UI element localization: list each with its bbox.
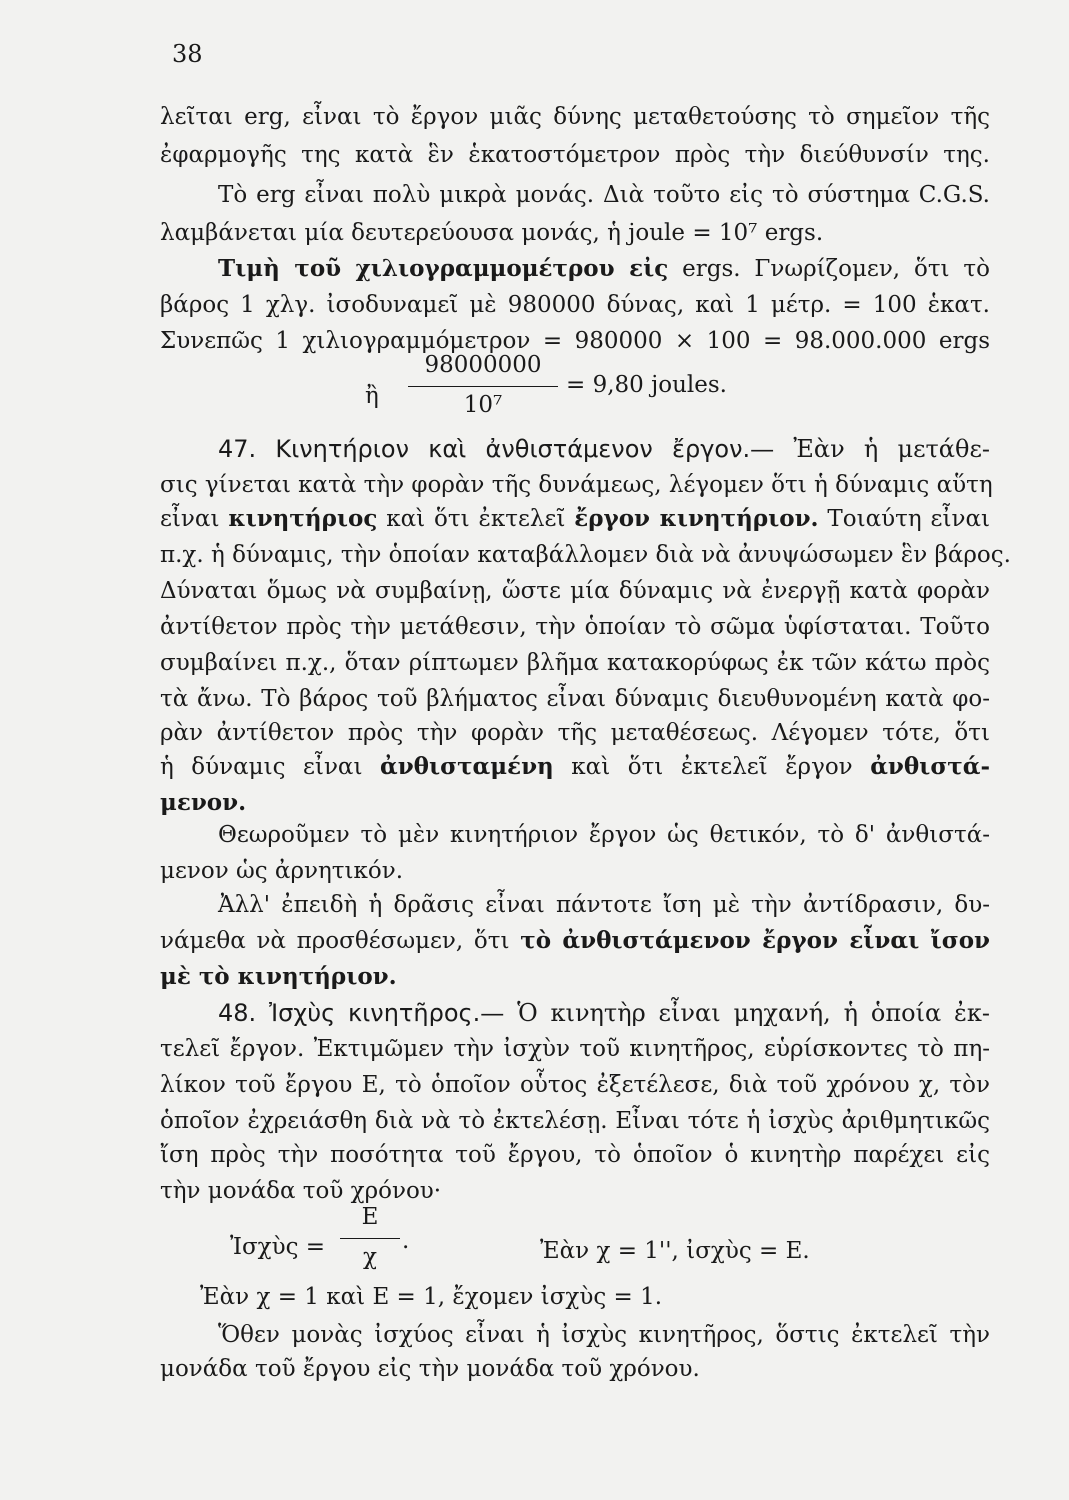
bold-phrase: μὲ τὸ κινητήριον.: [160, 963, 397, 990]
text-line: ἴση πρὸς τὴν ποσότητα τοῦ ἔργου, τὸ ὁποῖον ὁ κινητὴρ παρέχει εἰς: [160, 1142, 990, 1168]
fraction-numerator: Ε: [361, 1204, 379, 1230]
text-span: Τοιαύτη εἶναι: [818, 506, 990, 532]
page-number: 38: [172, 40, 203, 68]
text-span: ἡ δύναμις εἶναι: [160, 754, 380, 780]
section-heading: 48. Ἰσχὺς κινητῆρος.: [218, 999, 481, 1027]
text-line: Τὸ erg εἶναι πολὺ μικρὰ μονάς. Διὰ τοῦτο εἰς τὸ σύστημα C.G.S.: [218, 182, 990, 208]
text-line: Ἀλλ' ἐπειδὴ ἡ δρᾶσις εἶναι πάντοτε ἴση μὲ τὴν ἀντίδρασιν, δυ-: [218, 892, 990, 918]
text-line: τὰ ἄνω. Τὸ βάρος τοῦ βλήματος εἶναι δύναμις διευθυνομένη κατὰ φο-: [160, 686, 990, 712]
text-line: [160, 788, 246, 818]
fraction-bar: [408, 386, 558, 387]
text-line: Θεωροῦμεν τὸ μὲν κινητήριον ἔργον ὡς θετικόν, τὸ δ' ἀνθιστά-: [218, 822, 990, 848]
bold-term: μενον.: [160, 789, 247, 816]
text-span: — Ὁ κινητὴρ εἶναι μηχανή, ἡ ὁποία ἐκ-: [480, 999, 991, 1027]
equation-result: = 9,80 joules.: [566, 372, 727, 398]
fraction-numerator: 98000000: [424, 352, 542, 378]
text-line: Ἐὰν χ = 1 καὶ Ε = 1, ἔχομεν ἰσχὺς = 1.: [200, 1284, 663, 1310]
text-line: [160, 504, 990, 534]
section-48-heading-line: [218, 998, 990, 1028]
text-line: ὁποῖον ἐχρειάσθη διὰ νὰ τὸ ἐκτελέσῃ. Εἶναι τότε ἡ ἰσχὺς ἀριθμητικῶς: [160, 1108, 990, 1134]
bold-term: ἀνθισταμένη: [380, 753, 554, 780]
text-line: Ὅθεν μονὰς ἰσχύος εἶναι ἡ ἰσχὺς κινητῆρος, ὅστις ἐκτελεῖ τὴν: [218, 1322, 990, 1348]
text-line: τὴν μονάδα τοῦ χρόνου·: [160, 1178, 442, 1204]
text-span: καὶ ὅτι ἐκτελεῖ ἔργον: [553, 754, 871, 780]
text-line: [160, 926, 990, 956]
text-line: λίκον τοῦ ἔργου Ε, τὸ ὁποῖον οὗτος ἐξετέλεσε, διὰ τοῦ χρόνου χ, τὸν: [160, 1072, 990, 1098]
equation-lhs: Ἰσχὺς =: [230, 1234, 326, 1260]
text-line: λεῖται erg, εἶναι τὸ ἔργον μιᾶς δύνης μεταθετούσης τὸ σημεῖον τῆς: [160, 104, 990, 130]
text-line: συμβαίνει π.χ., ὅταν ρίπτωμεν βλῆμα κατακορύφως ἐκ τῶν κάτω πρὸς: [160, 650, 990, 676]
fraction-bar: [340, 1238, 400, 1239]
text-line: βάρος 1 χλγ. ἰσοδυναμεῖ μὲ 980000 δύνας, καὶ 1 μέτρ. = 100 ἑκατ.: [160, 292, 990, 318]
text-line: Συνεπῶς 1 χιλιογραμμόμετρον = 980000 × 100 = 98.000.000 ergs: [160, 328, 990, 354]
section-47-heading-line: [218, 434, 990, 464]
section-heading: 47. Κινητήριον καὶ ἀνθιστάμενον ἔργον.: [218, 435, 751, 463]
equation-condition: Ἐὰν χ = 1'', ἰσχὺς = Ε.: [540, 1238, 810, 1264]
text-span: καὶ ὅτι ἐκτελεῖ: [377, 506, 575, 532]
bold-phrase: τὸ ἀνθιστάμενον ἔργον εἶναι ἴσον: [520, 927, 990, 954]
bold-phrase: Τιμὴ τοῦ χιλιογραμμομέτρου εἰς: [218, 255, 669, 282]
text-span: εἶναι: [160, 506, 229, 532]
text-line: ἐφαρμογῆς της κατὰ ἓν ἑκατοστόμετρον πρὸς τὴν διεύθυνσίν της.: [160, 142, 990, 168]
fraction-denominator: 10⁷: [463, 392, 503, 418]
text-span: ergs. Γνωρίζομεν, ὅτι τὸ: [668, 256, 990, 282]
text-line: μονάδα τοῦ ἔργου εἰς τὴν μονάδα τοῦ χρόνου.: [160, 1356, 700, 1382]
text-span: νάμεθα νὰ προσθέσωμεν, ὅτι: [160, 928, 521, 954]
text-line: π.χ. ἡ δύναμις, τὴν ὁποίαν καταβάλλομεν διὰ νὰ ἀνυψώσωμεν ἓν βάρος.: [160, 542, 1011, 568]
text-line: ρὰν ἀντίθετον πρὸς τὴν φορὰν τῆς μεταθέσεως. Λέγομεν τότε, ὅτι: [160, 720, 990, 746]
text-line: μενον ὡς ἀρνητικόν.: [160, 858, 404, 884]
text-line: Δύναται ὅμως νὰ συμβαίνῃ, ὥστε μία δύναμις νὰ ἐνεργῇ κατὰ φορὰν: [160, 578, 990, 604]
equation-dot: .: [402, 1228, 410, 1254]
fraction-denominator: χ: [363, 1244, 377, 1270]
text-line: σις γίνεται κατὰ τὴν φορὰν τῆς δυνάμεως, λέγομεν ὅτι ἡ δύναμις αὕτη: [160, 472, 993, 498]
text-line: [160, 962, 397, 992]
bold-term: ἀνθιστά-: [870, 753, 990, 780]
bold-term: κινητήριος: [228, 505, 378, 532]
text-span: — Ἐὰν ἡ μετάθε-: [750, 435, 991, 463]
text-line: [218, 254, 990, 284]
text-line: λαμβάνεται μία δευτερεύουσα μονάς, ἡ joule = 10⁷ ergs.: [160, 220, 824, 246]
bold-term: ἔργον κινητήριον.: [574, 505, 819, 532]
text-line: ἀντίθετον πρὸς τὴν μετάθεσιν, τὴν ὁποίαν τὸ σῶμα ὑφίσταται. Τοῦτο: [160, 614, 990, 640]
text-line: [160, 752, 990, 782]
text-line: τελεῖ ἔργον. Ἐκτιμῶμεν τὴν ἰσχὺν τοῦ κινητῆρος, εὑρίσκοντες τὸ πη-: [160, 1036, 990, 1062]
equation-prefix: ἢ: [365, 383, 379, 409]
